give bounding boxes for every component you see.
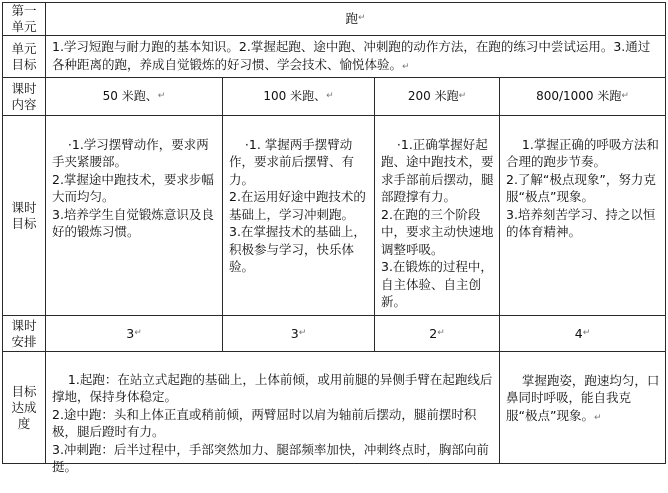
lesson-hours-text: 3 <box>126 325 135 341</box>
lesson-goal-4 <box>500 116 666 316</box>
lesson-goal-text: ·1.正确掌握好起跑、途中跑技术，要求手部前后摆动，腿部蹬撑有力。 2.在跑的三个阶段中，要求主动快速地调整呼吸。 3.在锻炼的过程中，自主体验、自主创新。 <box>381 136 494 309</box>
achievement-endurance-text: 掌握跑姿，跑速均匀，口鼻同时呼吸，能自我克服“极点”现象。 <box>506 372 660 423</box>
achievement-technique-text: 1.起跑：在站立式起跑的基础上，上体前倾，或用前腿的异侧手臂在起跑线后撑地，保持身体稳定。 2.途中跑：头和上体正直或稍前倾，两臂屈时以肩为轴前后摆动，腿前摆时积极，腿后蹬时有力。 3.冲刺跑：后半过程中，手部突然加力、腿部频率加快，冲刺终点时，胸部向前挺。 <box>52 371 493 474</box>
row-label-lesson-schedule: 课时 安排 <box>2 316 46 352</box>
achievement-endurance <box>500 352 666 464</box>
paragraph-mark: ↵ <box>593 412 602 423</box>
lesson-goal-1 <box>46 116 223 316</box>
lesson-content-text: 200 米跑 <box>407 88 459 103</box>
lesson-hours-2 <box>223 316 375 352</box>
lesson-hours-1 <box>46 316 223 352</box>
paragraph-mark: ↵ <box>134 327 142 338</box>
paragraph-mark: ↵ <box>157 90 166 101</box>
row-label-unit-number: 第一 单元 <box>2 2 46 36</box>
paragraph-mark: ↵ <box>357 13 366 24</box>
lesson-goal-text: ·1.学习摆臂动作，要求两手夹紧腰部。 2.掌握途中跑技术，要求步幅大而均匀。 3.培养学生自觉锻炼意识及良好的锻炼习惯。 <box>52 136 214 239</box>
row-label-unit-goal: 单元 目标 <box>2 36 46 78</box>
lesson-hours-text: 4 <box>574 325 583 341</box>
lesson-content-2 <box>223 78 375 116</box>
lesson-hours-4 <box>500 316 666 352</box>
paragraph-mark: ↵ <box>582 327 591 338</box>
achievement-technique <box>46 352 500 474</box>
lesson-content-1 <box>46 78 223 116</box>
lesson-content-text: 800/1000 米跑 <box>536 88 622 103</box>
paragraph-mark: ↵ <box>458 90 467 101</box>
unit-goal-text: 1.学习短跑与耐力跑的基本知识。2.掌握起跑、途中跑、冲刺跑的动作方法，在跑的练习中尝试运用。3.通过各种距离的跑，养成自觉锻炼的好习惯、学会技术、愉悦体验。 <box>52 39 651 72</box>
lesson-content-3 <box>375 78 500 116</box>
row-label-lesson-content: 课时 内容 <box>2 78 46 116</box>
lesson-hours-text: 3 <box>290 325 299 341</box>
paragraph-mark: ↵ <box>326 90 334 101</box>
lesson-goal-2 <box>223 116 375 316</box>
paragraph-mark: ↵ <box>437 327 445 338</box>
unit-goal <box>46 36 666 78</box>
lesson-goal-text: ·1. 掌握两手摆臂动作，要求前后摆臂、有力。 2.在运用好途中跑技术的基础上，学习冲刺跑。 3.在掌握技术的基础上，积极参与学习，快乐体验。 <box>229 136 366 274</box>
lesson-goal-text: 1.掌握正确的呼吸方法和合理的跑步节奏。 2.了解“极点现象”，努力克服“极点”现象。 3.培养刻苦学习、持之以恒的体育精神。 <box>506 136 659 239</box>
lesson-hours-3 <box>375 316 500 352</box>
unit-title-text: 跑 <box>345 11 358 27</box>
lesson-hours-text: 2 <box>429 325 438 341</box>
lesson-goal-3 <box>375 116 500 316</box>
row-label-lesson-goal: 课时 目标 <box>2 116 46 316</box>
lesson-content-text: 100 米跑、 <box>263 88 327 103</box>
lesson-content-text: 50 米跑、 <box>102 88 158 103</box>
paragraph-mark: ↵ <box>402 61 410 72</box>
row-label-goal-achievement: 目标 达成 度 <box>2 352 46 464</box>
paragraph-mark: ↵ <box>298 327 307 338</box>
lesson-content-4 <box>500 78 666 116</box>
paragraph-mark: ↵ <box>621 90 629 101</box>
unit-title <box>46 2 666 36</box>
